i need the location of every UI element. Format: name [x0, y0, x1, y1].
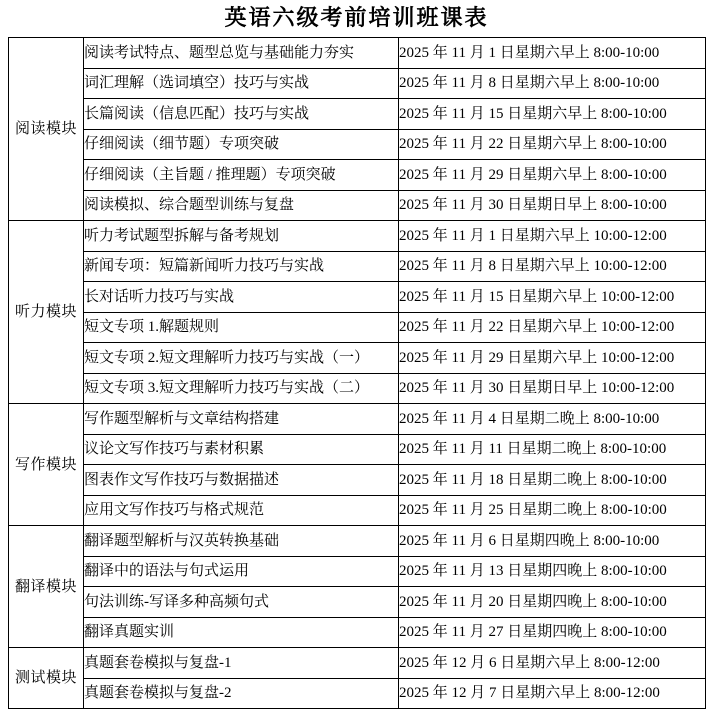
lesson-topic-cell: 阅读考试特点、题型总览与基础能力夯实 [84, 38, 399, 69]
lesson-time-cell: 2025 年 11 月 29 日星期六早上 10:00-12:00 [399, 343, 706, 374]
lesson-topic-cell: 词汇理解（选词填空）技巧与实战 [84, 68, 399, 99]
lesson-time-cell: 2025 年 11 月 27 日星期四晚上 8:00-10:00 [399, 617, 706, 648]
module-name-cell: 听力模块 [9, 221, 84, 404]
lesson-time-cell: 2025 年 11 月 18 日星期二晚上 8:00-10:00 [399, 465, 706, 496]
lesson-time-cell: 2025 年 11 月 22 日星期六早上 8:00-10:00 [399, 129, 706, 160]
table-row [9, 251, 706, 282]
lesson-topic-cell: 阅读模拟、综合题型训练与复盘 [84, 190, 399, 221]
lesson-topic-cell: 真题套卷模拟与复盘-1 [84, 648, 399, 679]
module-name-cell: 测试模块 [9, 648, 84, 709]
lesson-topic-cell: 翻译真题实训 [84, 617, 399, 648]
table-row [9, 190, 706, 221]
table-row [9, 312, 706, 343]
schedule-table-body [9, 38, 706, 709]
table-row [9, 556, 706, 587]
table-row [9, 282, 706, 313]
lesson-topic-cell: 仔细阅读（主旨题 / 推理题）专项突破 [84, 160, 399, 191]
lesson-time-cell: 2025 年 11 月 13 日星期四晚上 8:00-10:00 [399, 556, 706, 587]
lesson-topic-cell: 听力考试题型拆解与备考规划 [84, 221, 399, 252]
module-name-cell: 阅读模块 [9, 38, 84, 221]
lesson-time-cell: 2025 年 11 月 15 日星期六早上 10:00-12:00 [399, 282, 706, 313]
lesson-time-cell: 2025 年 11 月 4 日星期二晚上 8:00-10:00 [399, 404, 706, 435]
table-row [9, 38, 706, 69]
lesson-topic-cell: 应用文写作技巧与格式规范 [84, 495, 399, 526]
table-row [9, 221, 706, 252]
lesson-time-cell: 2025 年 12 月 7 日星期六早上 8:00-12:00 [399, 678, 706, 709]
table-row [9, 526, 706, 557]
table-row [9, 160, 706, 191]
table-row [9, 68, 706, 99]
lesson-time-cell: 2025 年 11 月 20 日星期四晚上 8:00-10:00 [399, 587, 706, 618]
module-name-cell: 翻译模块 [9, 526, 84, 648]
lesson-topic-cell: 图表作文写作技巧与数据描述 [84, 465, 399, 496]
lesson-time-cell: 2025 年 11 月 29 日星期六早上 8:00-10:00 [399, 160, 706, 191]
lesson-time-cell: 2025 年 11 月 1 日星期六早上 8:00-10:00 [399, 38, 706, 69]
lesson-topic-cell: 短文专项 2.短文理解听力技巧与实战（一） [84, 343, 399, 374]
lesson-time-cell: 2025 年 11 月 6 日星期四晚上 8:00-10:00 [399, 526, 706, 557]
lesson-topic-cell: 翻译题型解析与汉英转换基础 [84, 526, 399, 557]
lesson-topic-cell: 长对话听力技巧与实战 [84, 282, 399, 313]
lesson-topic-cell: 短文专项 1.解题规则 [84, 312, 399, 343]
lesson-topic-cell: 新闻专项：短篇新闻听力技巧与实战 [84, 251, 399, 282]
lesson-time-cell: 2025 年 12 月 6 日星期六早上 8:00-12:00 [399, 648, 706, 679]
lesson-time-cell: 2025 年 11 月 30 日星期日早上 10:00-12:00 [399, 373, 706, 404]
lesson-topic-cell: 真题套卷模拟与复盘-2 [84, 678, 399, 709]
lesson-topic-cell: 仔细阅读（细节题）专项突破 [84, 129, 399, 160]
table-row [9, 678, 706, 709]
lesson-time-cell: 2025 年 11 月 11 日星期二晚上 8:00-10:00 [399, 434, 706, 465]
module-name-cell: 写作模块 [9, 404, 84, 526]
table-row [9, 587, 706, 618]
lesson-time-cell: 2025 年 11 月 8 日星期六早上 8:00-10:00 [399, 68, 706, 99]
lesson-topic-cell: 议论文写作技巧与素材积累 [84, 434, 399, 465]
page-title: 英语六级考前培训班课表 [224, 5, 489, 30]
lesson-topic-cell: 翻译中的语法与句式运用 [84, 556, 399, 587]
schedule-table [8, 37, 706, 709]
lesson-time-cell: 2025 年 11 月 22 日星期六早上 10:00-12:00 [399, 312, 706, 343]
lesson-time-cell: 2025 年 11 月 15 日星期六早上 8:00-10:00 [399, 99, 706, 130]
lesson-time-cell: 2025 年 11 月 30 日星期日早上 8:00-10:00 [399, 190, 706, 221]
table-row [9, 99, 706, 130]
table-row [9, 648, 706, 679]
lesson-time-cell: 2025 年 11 月 25 日星期二晚上 8:00-10:00 [399, 495, 706, 526]
table-row [9, 617, 706, 648]
table-row [9, 373, 706, 404]
lesson-topic-cell: 短文专项 3.短文理解听力技巧与实战（二） [84, 373, 399, 404]
table-row [9, 434, 706, 465]
table-row [9, 495, 706, 526]
lesson-time-cell: 2025 年 11 月 1 日星期六早上 10:00-12:00 [399, 221, 706, 252]
table-row [9, 129, 706, 160]
lesson-time-cell: 2025 年 11 月 8 日星期六早上 10:00-12:00 [399, 251, 706, 282]
table-row [9, 343, 706, 374]
lesson-topic-cell: 写作题型解析与文章结构搭建 [84, 404, 399, 435]
lesson-topic-cell: 句法训练-写译多种高频句式 [84, 587, 399, 618]
lesson-topic-cell: 长篇阅读（信息匹配）技巧与实战 [84, 99, 399, 130]
table-row [9, 404, 706, 435]
table-row [9, 465, 706, 496]
